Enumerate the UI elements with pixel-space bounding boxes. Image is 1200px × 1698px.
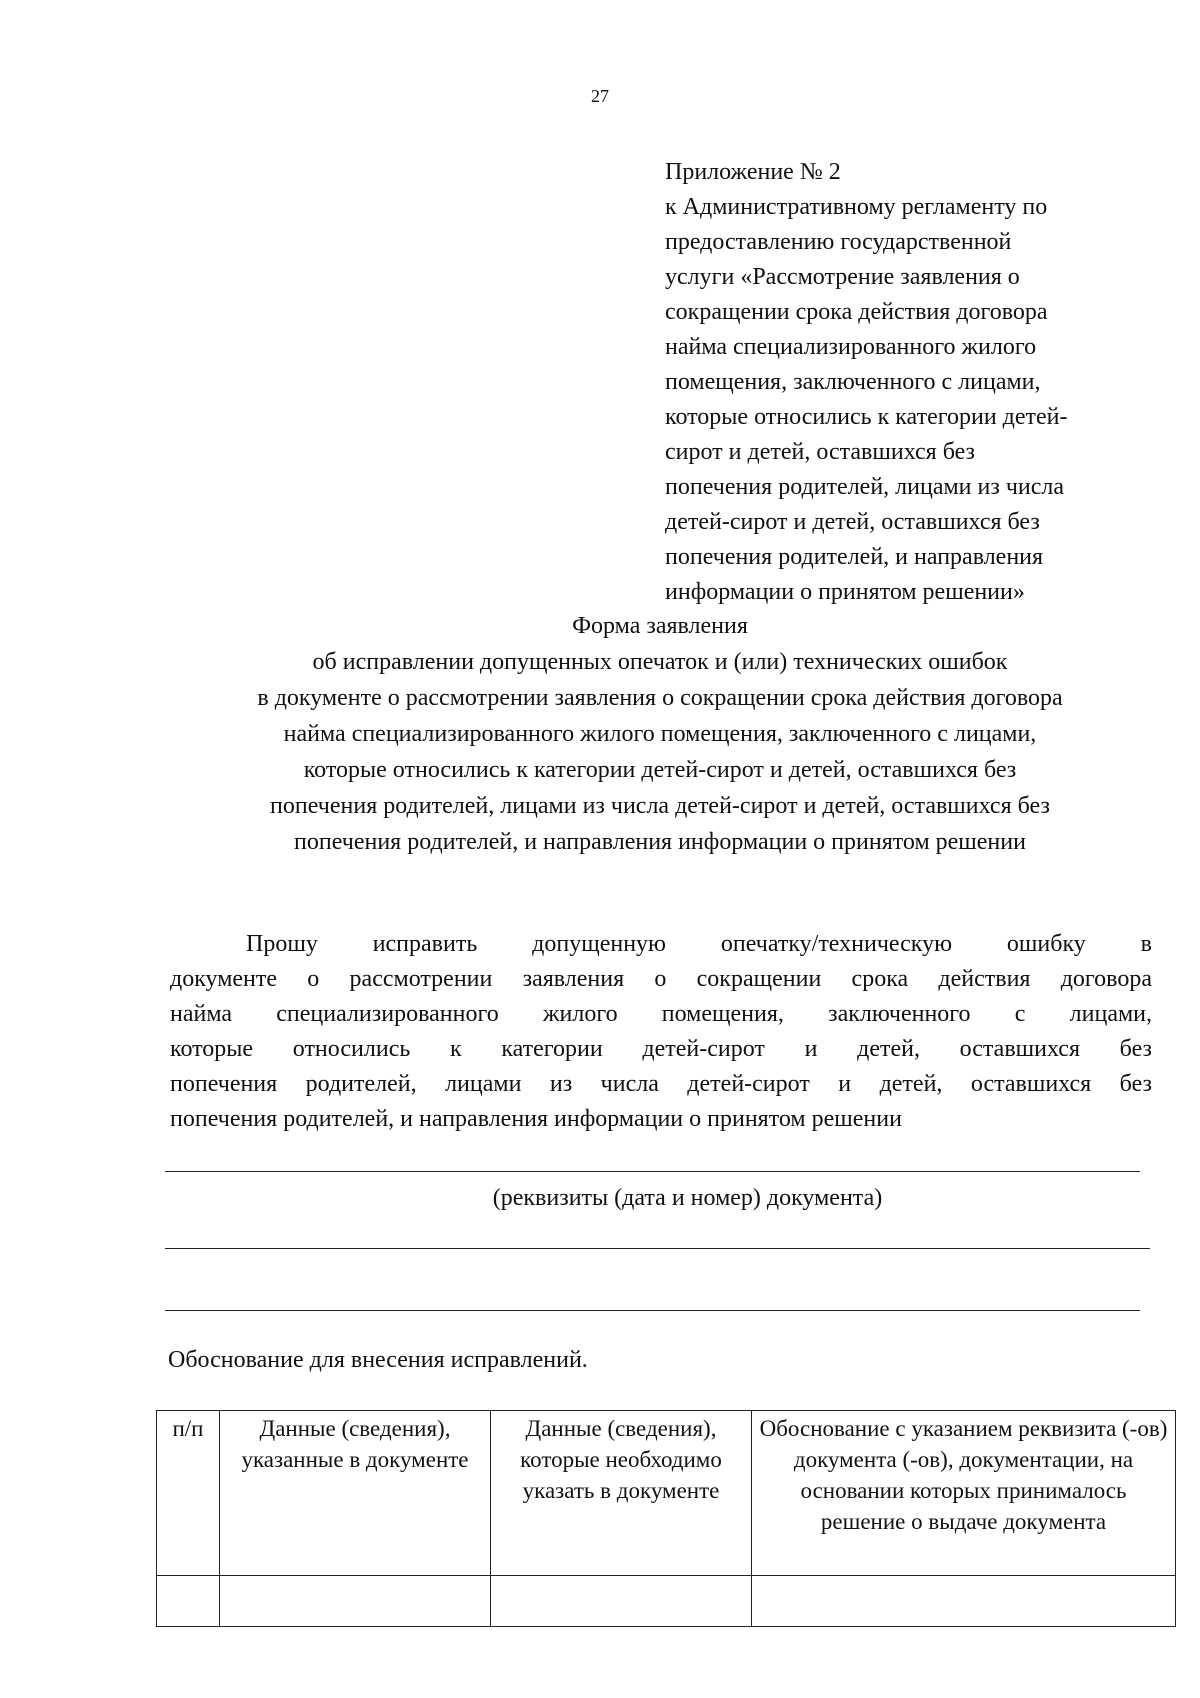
page-number: 27 [591, 86, 609, 106]
column-header-justification: Обоснование с указанием реквизита (-ов) документа (-ов), документации, на основании которых принималось решение о выдаче документа [752, 1411, 1176, 1576]
table-cell[interactable] [752, 1576, 1176, 1627]
appendix-line: предоставлению государственной [665, 229, 1012, 255]
corrections-table [156, 1410, 1176, 1627]
appendix-line: которые относились к категории детей- [665, 404, 1068, 430]
appendix-line: помещения, заключенного с лицами, [665, 369, 1041, 395]
request-paragraph [170, 927, 1152, 1137]
appendix-line: детей-сирот и детей, оставшихся без [665, 509, 1040, 535]
appendix-line: найма специализированного жилого [665, 334, 1037, 360]
form-title-line: попечения родителей, лицами из числа детей-сирот и детей, оставшихся без [270, 793, 1050, 819]
appendix-line: сирот и детей, оставшихся без [665, 439, 976, 465]
document-details-field[interactable] [165, 1171, 1140, 1172]
form-title-line: которые относились к категории детей-сирот и детей, оставшихся без [303, 757, 1017, 783]
blank-line-field[interactable] [165, 1310, 1140, 1311]
form-title-line: в документе о рассмотрении заявления о сокращении срока действия договора [257, 685, 1063, 711]
appendix-line: попечения родителей, лицами из числа [665, 474, 1065, 500]
form-title-line: найма специализированного жилого помещения, заключенного с лицами, [283, 721, 1037, 747]
appendix-line: к Административному регламенту по [665, 194, 1048, 220]
column-header-number: п/п [157, 1411, 220, 1576]
form-title-line: об исправлении допущенных опечаток и (или) технических ошибок [312, 649, 1008, 675]
form-title-line: Форма заявления [572, 613, 748, 639]
request-line: документе о рассмотрении заявления о сокращении срока действия договора [170, 966, 1152, 992]
table-header-row [157, 1411, 1176, 1576]
table-row [157, 1576, 1176, 1627]
appendix-line: услуги «Рассмотрение заявления о [665, 264, 1020, 290]
form-title [140, 608, 1180, 860]
request-line: попечения родителей, и направления информации о принятом решении [170, 1106, 902, 1132]
justification-label: Обоснование для внесения исправлений. [168, 1347, 588, 1373]
appendix-line: сокращении срока действия договора [665, 299, 1048, 325]
appendix-line: Приложение № 2 [665, 159, 841, 185]
table-cell[interactable] [157, 1576, 220, 1627]
form-title-line: попечения родителей, и направления информации о принятом решении [294, 829, 1026, 855]
column-header-current-data: Данные (сведения), указанные в документе [220, 1411, 491, 1576]
column-header-correct-data: Данные (сведения), которые необходимо указать в документе [491, 1411, 752, 1576]
request-line: которые относились к категории детей-сирот и детей, оставшихся без [170, 1036, 1152, 1062]
table-cell[interactable] [491, 1576, 752, 1627]
appendix-header [665, 155, 1165, 610]
request-line: попечения родителей, лицами из числа детей-сирот и детей, оставшихся без [170, 1071, 1152, 1097]
document-details-caption: (реквизиты (дата и номер) документа) [492, 1185, 883, 1211]
request-line: найма специализированного жилого помещения, заключенного с лицами, [170, 1001, 1152, 1027]
blank-line-field[interactable] [165, 1248, 1150, 1249]
appendix-line: попечения родителей, и направления [665, 544, 1044, 570]
appendix-line: информации о принятом решении» [665, 579, 1025, 605]
table-cell[interactable] [220, 1576, 491, 1627]
request-line: Прошу исправить допущенную опечатку/техническую ошибку в [246, 931, 1152, 957]
